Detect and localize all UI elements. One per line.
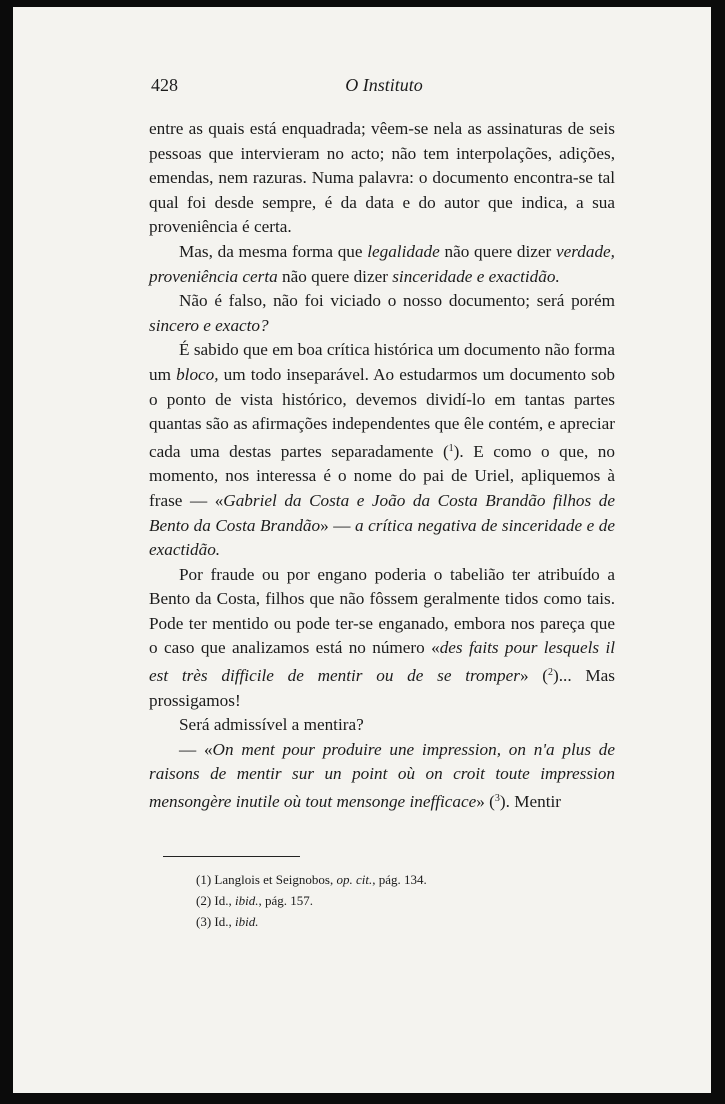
- paragraph-2: [149, 240, 615, 289]
- text-run: um todo inseparável. Ao estudarmos um documento sob o ponto de vista histórico, devemos dividí-lo em tantas partes quantas são as afirmações independentes que êle contém, e apreciar cada uma destas partes separadamente (: [149, 364, 616, 461]
- text-run: » (: [476, 792, 495, 812]
- page-sheet: [13, 7, 711, 1093]
- text-run: ). Mentir: [499, 792, 562, 812]
- italic-run: Gabriel da Costa e João da Costa Brandão filhos de Bento da Costa Brandão: [149, 490, 615, 535]
- footnote-text: Id.,: [211, 893, 236, 908]
- text-run: » —: [320, 515, 355, 535]
- italic-run: On ment pour produire une impression, on n'a plus de raisons de mentir sur un point où on croit toute impression mensongère inutile où tout mensonge inefficace: [149, 739, 615, 812]
- italic-run: sinceridade e exactidão.: [392, 266, 560, 286]
- text-run: Mas, da mesma forma que: [179, 241, 368, 261]
- footnote-number: (2): [196, 893, 212, 908]
- text-run: não quere dizer: [439, 241, 556, 261]
- footnote-number: (1): [196, 872, 212, 887]
- page-number: 428: [151, 75, 178, 95]
- text-run: Não é falso, não foi viciado o nosso documento; será porém: [179, 291, 615, 311]
- italic-run: bloco,: [176, 364, 219, 384]
- page-header: [151, 75, 617, 101]
- footnote-italic: op. cit.: [336, 872, 373, 887]
- text-run: » (: [519, 666, 549, 686]
- footnote-italic: ibid.: [235, 893, 259, 908]
- italic-run: verdade, proveniência certa: [149, 241, 615, 286]
- italic-run: des faits pour lesquels il est très difficile de mentir ou de se tromper: [149, 638, 616, 686]
- paragraph-5: [149, 563, 615, 714]
- footnote-1: [196, 869, 596, 890]
- footnote-text: Langlois et Seignobos,: [211, 872, 337, 887]
- paragraph-7: [149, 738, 615, 815]
- italic-run: legalidade: [367, 241, 440, 261]
- footnote-3: [196, 911, 596, 932]
- italic-run: sincero e exacto?: [149, 315, 269, 335]
- body-text: [149, 117, 615, 815]
- footnote-text: Id.,: [211, 914, 236, 929]
- text-run: — «: [179, 739, 213, 759]
- paragraph-3: [149, 289, 615, 338]
- italic-run: a crítica negativa de sinceridade e de exactidão.: [149, 515, 615, 560]
- footnote-ref-2: 2: [548, 667, 554, 679]
- text-run: )... Mas prossigamos!: [149, 666, 615, 710]
- paragraph-1: entre as quais está enquadrada; vêem-se nela as assinaturas de seis pessoas que intervieram no acto; não tem interpolações, adições, emendas, nem razuras. Numa palavra: o documento encontra-se tal qual foi desde sempre, é da data e do autor que indica, a sua proveniência é certa.: [149, 119, 615, 237]
- paragraph-6: Será admissível a mentira?: [179, 715, 364, 735]
- footnote-italic: ibid.: [235, 914, 259, 929]
- text-run: É sabido que em boa crítica histórica um documento não forma um: [149, 340, 615, 384]
- footnote-text: , pág. 157.: [258, 893, 314, 908]
- footnotes: [196, 869, 596, 932]
- footnote-ref-1: 1: [448, 442, 454, 454]
- footnote-ref-3: 3: [494, 793, 500, 805]
- text-run: ). E como o que, no momento, nos interessa é o nome do pai de Uriel, apliquemos à frase — «: [149, 441, 615, 510]
- footnote-text: , pág. 134.: [372, 872, 427, 887]
- text-run: não quere dizer: [277, 266, 393, 286]
- footnote-2: [196, 890, 596, 911]
- paragraph-4: [149, 338, 615, 562]
- footnote-divider: [163, 856, 300, 857]
- footnote-number: (3): [196, 914, 212, 929]
- text-run: Por fraude ou por engano poderia o tabelião ter atribuído a Bento da Costa, filhos que não fôssem geralmente tidos como tais. Pode ter mentido ou pode ter-se enganado, embora nos pareça que o caso que analizamos está no número «: [149, 564, 615, 658]
- running-title: O Instituto: [345, 75, 423, 95]
